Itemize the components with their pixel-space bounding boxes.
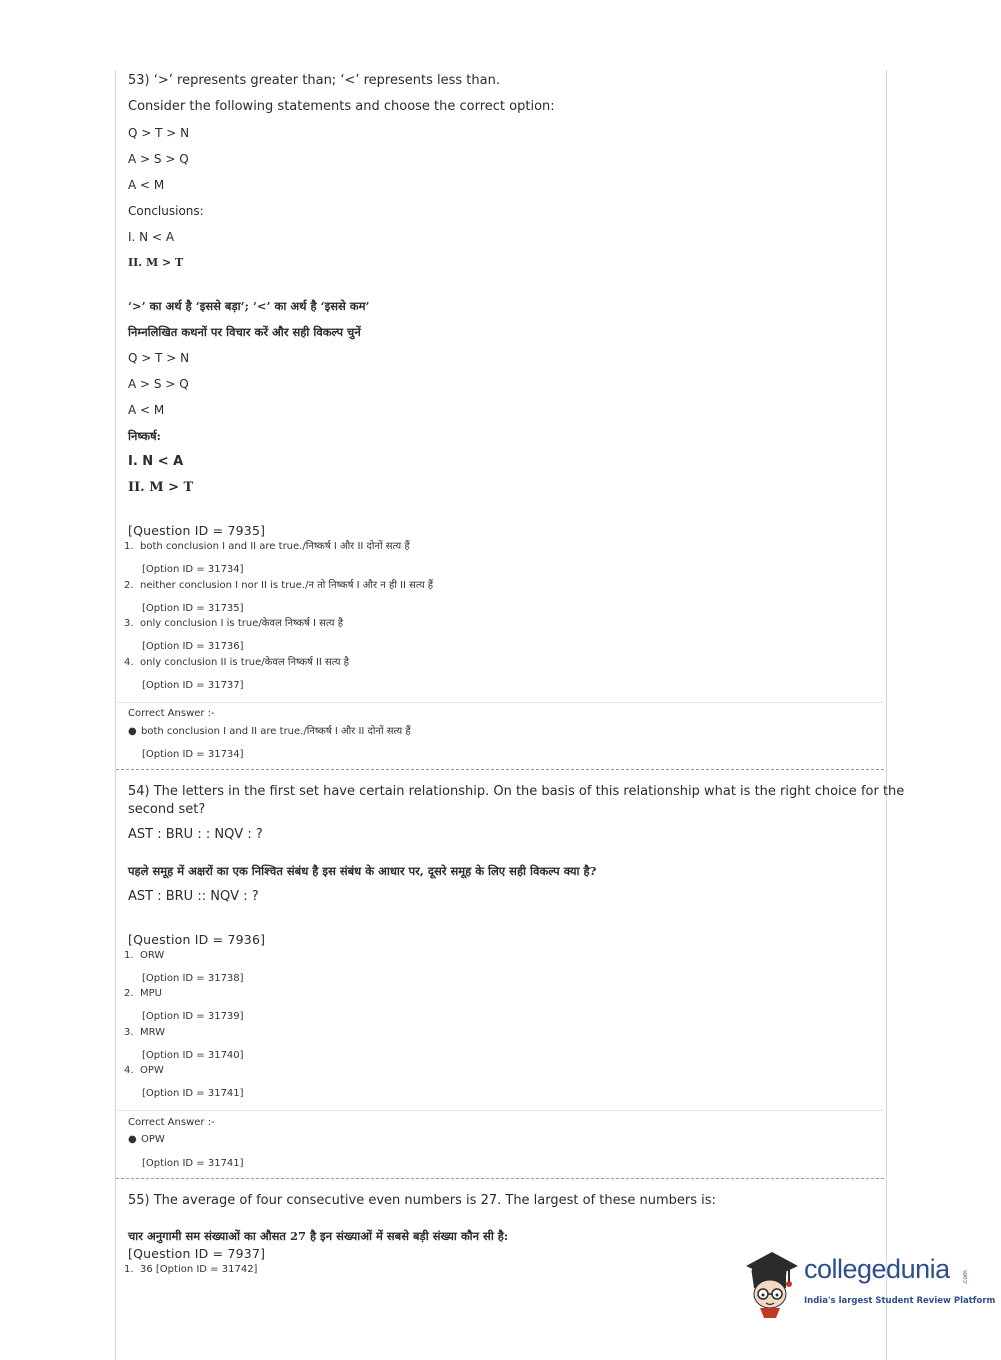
brand-domain: .com [961,1270,969,1285]
q53-option-4[interactable] [124,656,349,670]
q53-hindi-conclusion-2: II. M > T [128,480,194,495]
divider [116,702,884,703]
q53-hindi-statement-3: A < M [128,403,165,417]
q54-option-4[interactable] [124,1064,164,1078]
q53-hindi-statement-2: A > S > Q [128,377,189,391]
bullet-icon: ● [128,1134,137,1145]
q53-hindi-conclusion-1: I. N < A [128,454,184,469]
collegedunia-logo [742,1248,996,1320]
q53-option-4-id: [Option ID = 31737] [142,680,244,691]
student-mascot-icon [742,1248,804,1320]
q53-correct-id: [Option ID = 31734] [142,749,244,760]
option-number: 3. [124,618,134,629]
q53-option-3[interactable] [124,617,343,631]
option-number: 1. [124,950,134,961]
brand-name: collegedunia [804,1254,950,1284]
q53-hindi-statement-1: Q > T > N [128,351,190,365]
q54-option-1-id: [Option ID = 31738] [142,973,244,984]
q53-instruction: Consider the following statements and choose the correct option: [128,99,555,114]
q54-question-id: [Question ID = 7936] [128,932,266,947]
q53-option-2-id: [Option ID = 31735] [142,603,244,614]
bullet-icon: ● [128,726,137,737]
option-text: only conclusion I is true/केवल निष्कर्ष I सत्य है [140,618,344,629]
q54-option-3[interactable] [124,1026,165,1040]
q55-prompt: 55) The average of four consecutive even numbers is 27. The largest of these numbers is: [128,1193,716,1208]
q53-option-1[interactable] [124,540,410,554]
q55-hindi-prompt: चार अनुगामी सम संख्याओं का औसत 27 है इन संख्याओं में सबसे बड़ी संख्या कौन सी है: [128,1229,509,1243]
option-text: both conclusion I and II are true./निष्कर्ष I और II दोनों सत्य हैं [140,541,410,552]
option-number: 3. [124,1027,134,1038]
q54-correct-answer [128,1133,165,1147]
q54-option-2[interactable] [124,987,162,1001]
option-number: 1. [124,1264,134,1275]
q53-statement-1: Q > T > N [128,126,190,140]
q53-conclusion-2: II. M > T [128,256,184,269]
q54-prompt: 54) The letters in the first set have certain relationship. On the basis of this relationship what is the right choice for the [128,784,905,799]
q55-option-1[interactable] [124,1263,257,1277]
q53-conclusions-label: Conclusions: [128,204,204,218]
q53-conclusion-1: I. N < A [128,230,175,244]
option-text: ORW [140,950,165,961]
question-separator [116,769,884,770]
option-text: MRW [140,1027,166,1038]
option-number: 4. [124,1065,134,1076]
q53-prompt: 53) ‘>’ represents greater than; ‘<’ represents less than. [128,73,500,88]
option-text: MPU [140,988,162,999]
correct-text: OPW [141,1134,165,1145]
option-text: only conclusion II is true/केवल निष्कर्ष II सत्य है [140,657,349,668]
q53-hindi-conclusions-label: निष्कर्ष: [128,429,161,443]
q53-statement-2: A > S > Q [128,152,189,166]
q53-correct-label: Correct Answer :- [128,708,215,719]
question-separator [116,1178,884,1179]
option-number: 4. [124,657,134,668]
q55-question-id: [Question ID = 7937] [128,1246,266,1261]
option-number: 1. [124,541,134,552]
divider [116,1110,884,1111]
q53-statement-3: A < M [128,178,165,192]
option-text: 36 [Option ID = 31742] [140,1264,258,1275]
option-number: 2. [124,988,134,999]
q54-option-1[interactable] [124,949,164,963]
q54-option-3-id: [Option ID = 31740] [142,1050,244,1061]
q54-hindi-analogy: AST : BRU :: NQV : ? [128,889,259,904]
q53-option-2[interactable] [124,579,433,593]
q53-question-id: [Question ID = 7935] [128,523,266,538]
option-text: OPW [140,1065,164,1076]
option-text: neither conclusion I nor II is true./न तो निष्कर्ष I और न ही II सत्य हैं [140,580,434,591]
q54-hindi-prompt: पहले समूह में अक्षरों का एक निश्चित संबंध है इस संबंध के आधार पर, दूसरे समूह के लिए सही विकल्प क्या है? [128,864,597,878]
q53-correct-answer [128,725,411,739]
correct-text: both conclusion I and II are true./निष्कर्ष I और II दोनों सत्य हैं [141,726,411,737]
q54-option-2-id: [Option ID = 31739] [142,1011,244,1022]
q53-hindi-instruction: निम्नलिखित कथनों पर विचार करें और सही विकल्प चुनें [128,325,361,339]
option-number: 2. [124,580,134,591]
q54-analogy: AST : BRU : : NQV : ? [128,827,263,842]
q54-prompt-cont: second set? [128,802,206,817]
brand-tagline: India's largest Student Review Platform [804,1296,996,1306]
q53-option-1-id: [Option ID = 31734] [142,564,244,575]
q53-option-3-id: [Option ID = 31736] [142,641,244,652]
q53-hindi-prompt: ‘>’ का अर्थ है ‘इससे बड़ा’; ‘<’ का अर्थ है ‘इससे कम’ [128,299,370,313]
q54-correct-label: Correct Answer :- [128,1117,215,1128]
q54-correct-id: [Option ID = 31741] [142,1158,244,1169]
q54-option-4-id: [Option ID = 31741] [142,1088,244,1099]
